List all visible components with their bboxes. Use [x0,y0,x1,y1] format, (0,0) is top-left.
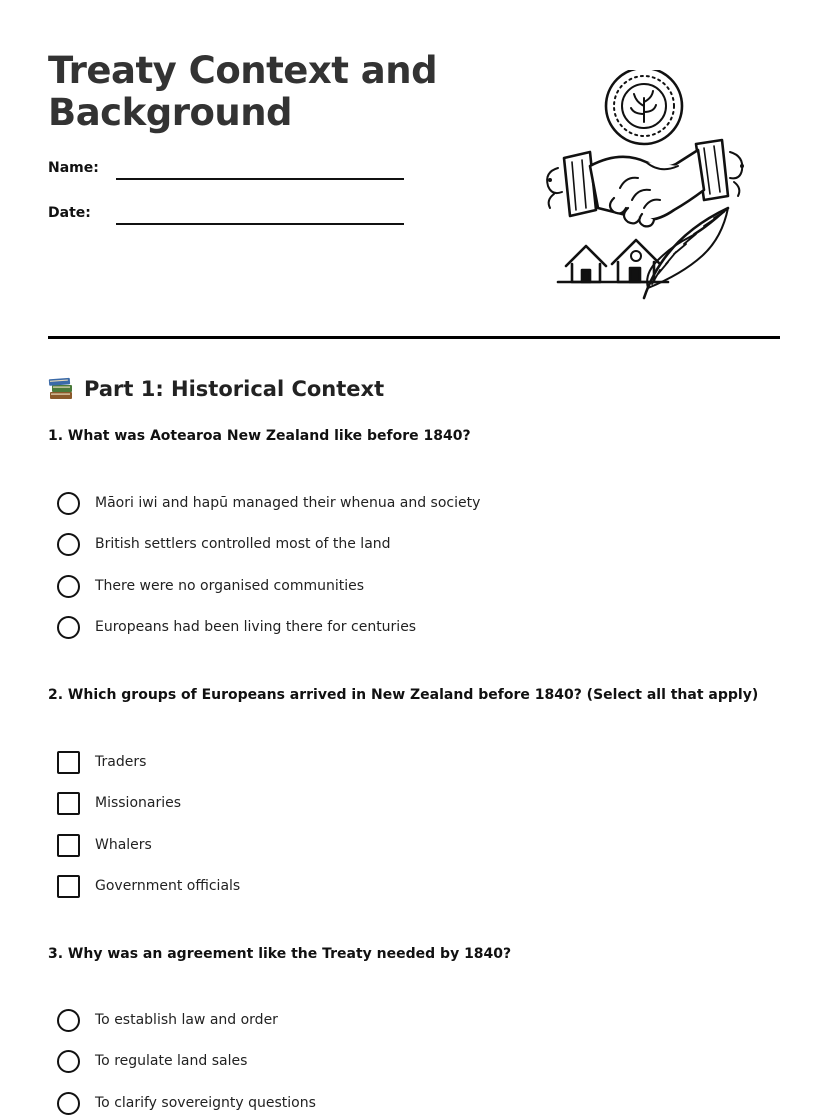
q1-option-2[interactable] [57,531,391,557]
question-3: 3. Why was an agreement like the Treaty needed by 1840? [48,946,512,962]
radio-button[interactable] [57,1050,80,1073]
question-2: 2. Which groups of Europeans arrived in New Zealand before 1840? (Select all that apply) [48,687,759,703]
section-heading-part1 [48,374,384,404]
option-label: There were no organised communities [95,578,365,594]
option-label: Europeans had been living there for centuries [95,619,417,635]
page-title: Treaty Context and Background [48,49,438,134]
option-label: Traders [95,754,147,770]
q1-option-3[interactable] [57,573,364,599]
q1-option-1[interactable] [57,490,480,516]
checkbox[interactable] [57,792,80,815]
fern-feather-icon [644,208,728,298]
radio-button[interactable] [57,1009,80,1032]
date-label: Date: [48,205,91,221]
seal-emblem-icon [606,70,682,144]
radio-button[interactable] [57,1092,80,1115]
option-label: Missionaries [95,795,182,811]
option-label: Government officials [95,878,241,894]
option-label: Whalers [95,837,152,853]
q2-option-3[interactable] [57,832,152,858]
option-label: To establish law and order [95,1012,278,1028]
left-sleeve-icon [547,152,596,216]
houses-icon [558,240,668,282]
q3-option-3[interactable] [57,1090,316,1116]
q2-option-4[interactable] [57,873,240,899]
q2-option-2[interactable] [57,790,181,816]
radio-button[interactable] [57,533,80,556]
checkbox[interactable] [57,751,80,774]
treaty-handshake-illustration [528,70,756,302]
name-field-row [48,160,408,184]
option-label: To regulate land sales [95,1053,248,1069]
date-field-row [48,205,408,229]
section-divider [48,336,780,339]
q3-option-2[interactable] [57,1048,247,1074]
radio-button[interactable] [57,492,80,515]
checkbox[interactable] [57,834,80,857]
q1-option-4[interactable] [57,614,416,640]
date-input-line[interactable] [116,223,404,225]
name-input-line[interactable] [116,178,404,180]
option-label: Māori iwi and hapū managed their whenua and society [95,495,481,511]
handshake-icon [590,150,704,226]
option-label: British settlers controlled most of the land [95,536,391,552]
option-label: To clarify sovereignty questions [95,1095,316,1111]
name-label: Name: [48,160,99,176]
books-icon [48,377,74,401]
radio-button[interactable] [57,616,80,639]
radio-button[interactable] [57,575,80,598]
q3-option-1[interactable] [57,1007,278,1033]
section-heading-text: Part 1: Historical Context [84,377,385,401]
q2-option-1[interactable] [57,749,146,775]
checkbox[interactable] [57,875,80,898]
question-1: 1. What was Aotearoa New Zealand like before 1840? [48,428,471,444]
